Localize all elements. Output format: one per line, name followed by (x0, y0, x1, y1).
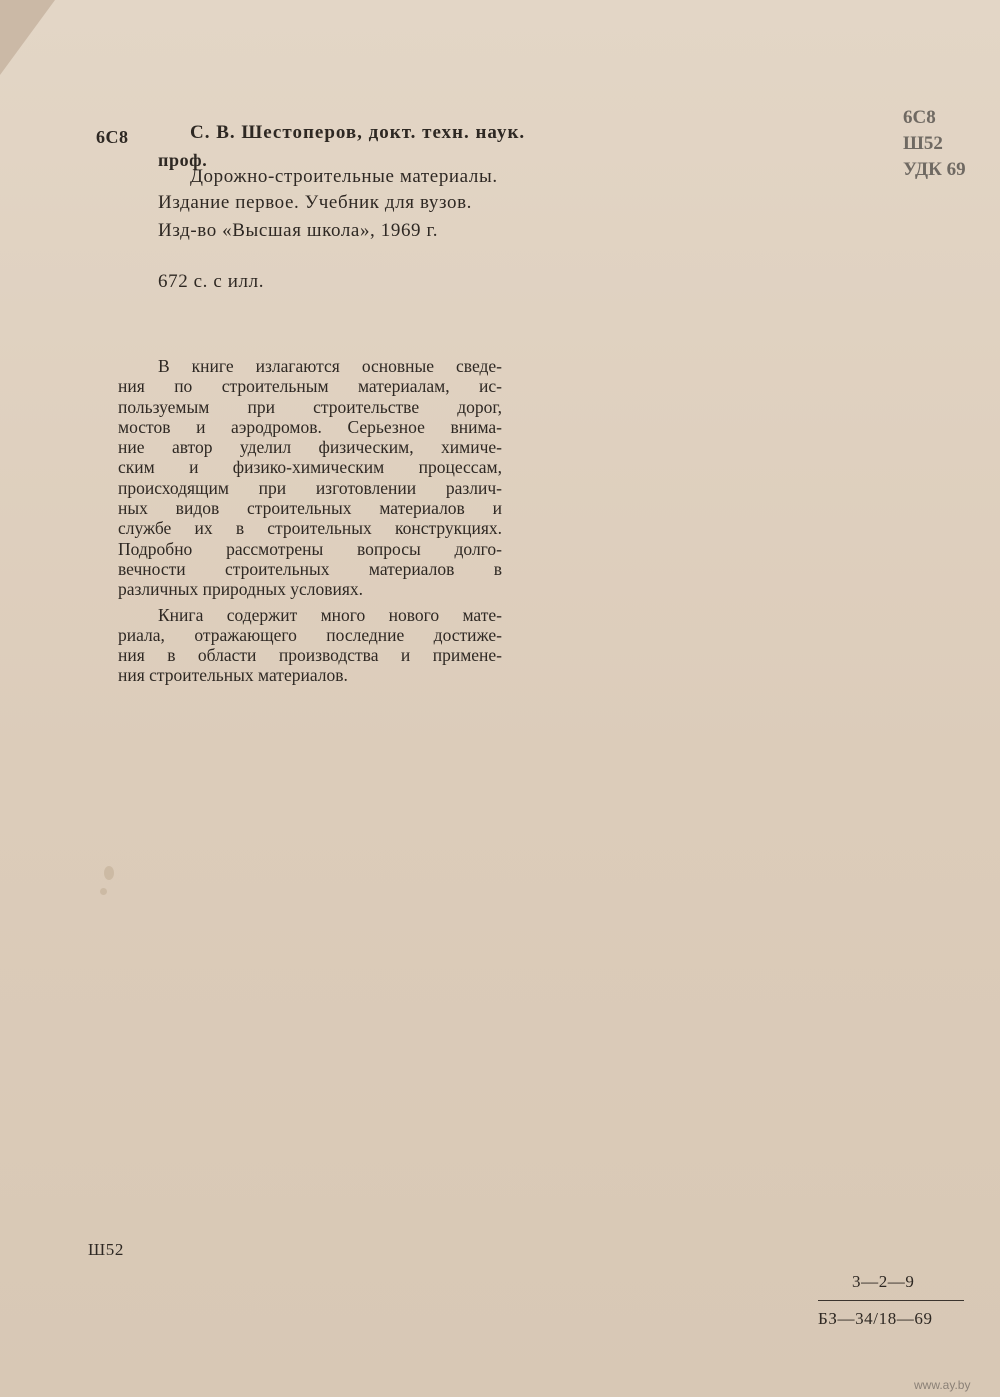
classification-code: 6С8 (96, 127, 129, 147)
abstract-line: ским и физико-химическим процессам, (118, 457, 502, 478)
abstract-line: ния в области производства и примене- (118, 645, 502, 666)
page-count: 672 с. с илл. (158, 271, 265, 292)
abstract-line: происходящим при изготовлении различ- (118, 477, 502, 498)
abstract-line: вечности строительных материалов в (118, 558, 502, 579)
author-line: С. В. Шестоперов, докт. техн. наук. (190, 122, 526, 143)
abstract-line: пользуемым при строительстве дорог, (118, 396, 502, 417)
abstract-line: ных видов строительных материалов и (118, 498, 502, 519)
abstract-paragraph (118, 356, 502, 600)
right-margin-code: 6С8 (903, 107, 936, 128)
right-margin-code: Ш52 (903, 133, 943, 154)
abstract-line: ния по строительным материалам, ис- (118, 376, 502, 397)
book-title-line-1: Дорожно-строительные материалы. (190, 166, 498, 187)
abstract-line: различных природных условиях. (118, 579, 364, 600)
abstract-line: В книге излагаются основные сведе- (158, 356, 502, 376)
price-code-bottom: БЗ—34/18—69 (818, 1309, 933, 1328)
price-code-top: 3—2—9 (852, 1272, 915, 1291)
abstract-line: Подробно рассмотрены вопросы долго- (118, 538, 502, 559)
abstract-line: риала, отражающего последние достиже- (118, 624, 502, 645)
paper-stain (104, 866, 114, 880)
publisher-line: Изд-во «Высшая школа», 1969 г. (158, 220, 439, 241)
abstract-line: ния строительных материалов. (118, 665, 348, 686)
watermark: www.ay.by (914, 1378, 971, 1392)
book-title-line-2: Издание первое. Учебник для вузов. (158, 192, 473, 213)
bottom-classification-code: Ш52 (88, 1240, 124, 1259)
author-line-continued: проф. (158, 150, 208, 170)
page-corner-shadow (0, 0, 55, 75)
paper-stain (100, 888, 107, 895)
price-code-divider (818, 1300, 964, 1301)
abstract (118, 356, 502, 686)
right-margin-code: УДК 69 (903, 159, 966, 180)
abstract-paragraph (118, 605, 502, 686)
abstract-line: мостов и аэродромов. Серьезное внима- (118, 416, 502, 437)
abstract-line: ние автор уделил физическим, химиче- (118, 437, 502, 458)
abstract-line: службе их в строительных конструкциях. (118, 518, 502, 539)
abstract-line: Книга содержит много нового мате- (158, 604, 502, 625)
